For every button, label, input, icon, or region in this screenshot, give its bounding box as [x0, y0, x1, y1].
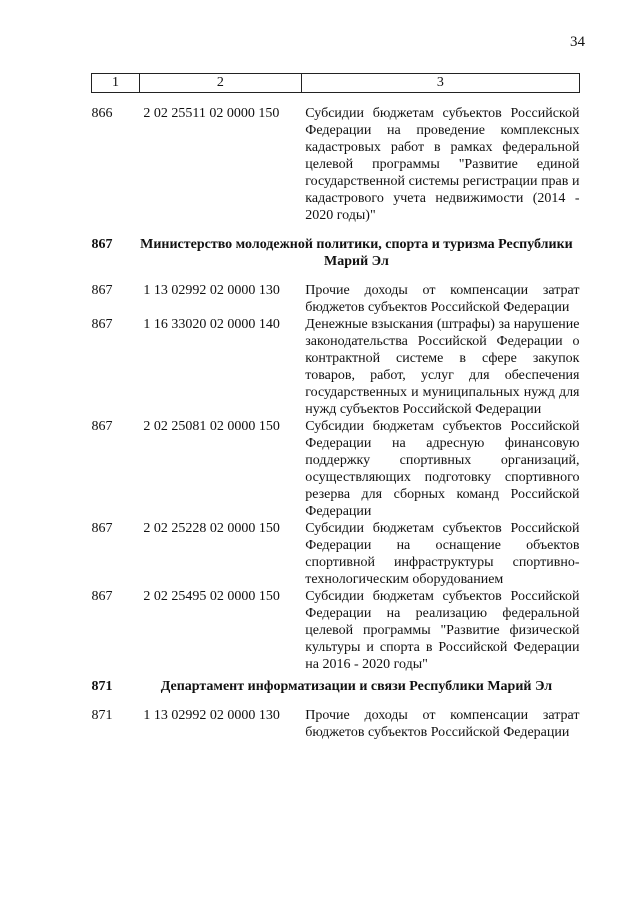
section-row [92, 224, 580, 270]
header-col-3: 3 [301, 74, 579, 93]
section-title: Департамент информатизации и связи Республики Марий Эл [160, 679, 553, 694]
table-row [92, 520, 580, 588]
admin-code: 867 [91, 589, 113, 604]
revenue-description: Субсидии бюджетам субъектов Российской Федерации на проведение комплексных кадастровых работ в рамках федеральной целевой программы "Развитие единой государственной системы регистрации прав и кадастрового учета недвижимости (2014 - 2020 годы)" [305, 106, 580, 223]
revenue-code: 1 13 02992 02 0000 130 [143, 708, 280, 723]
admin-code: 867 [91, 317, 113, 332]
table-row [92, 93, 580, 225]
revenue-code: 2 02 25081 02 0000 150 [143, 419, 280, 434]
table-header-row [92, 74, 580, 93]
section-title: Министерство молодежной политики, спорта и туризма Республики Марий Эл [140, 237, 573, 269]
admin-code: 866 [91, 106, 113, 121]
revenue-description: Субсидии бюджетам субъектов Российской Федерации на реализацию федеральной целевой программы "Развитие физической культуры и спорта в Российской Федерации на 2016 - 2020 годы" [305, 589, 580, 672]
revenue-description: Субсидии бюджетам субъектов Российской Федерации на оснащение объектов спортивной инфраструктуры спортивно-технологическим оборудованием [305, 521, 580, 587]
revenue-code: 1 13 02992 02 0000 130 [143, 283, 280, 298]
admin-code: 867 [91, 419, 113, 434]
budget-classification-table [91, 73, 580, 741]
admin-code: 867 [91, 237, 113, 252]
revenue-description: Денежные взыскания (штрафы) за нарушение законодательства Российской Федерации о контрактной системе в сфере закупок товаров, работ, услуг для обеспечения государственных и муниципальных нужд для нужд субъектов Российской Федерации [305, 317, 580, 417]
header-col-2: 2 [139, 74, 301, 93]
revenue-code: 2 02 25511 02 0000 150 [143, 106, 280, 121]
admin-code: 867 [91, 283, 113, 298]
table-row [92, 418, 580, 520]
revenue-code: 1 16 33020 02 0000 140 [143, 317, 280, 332]
page-number: 34 [570, 34, 585, 50]
admin-code: 871 [91, 679, 113, 694]
table-row [92, 588, 580, 673]
revenue-code: 2 02 25495 02 0000 150 [143, 589, 280, 604]
header-col-1: 1 [92, 74, 140, 93]
revenue-description: Субсидии бюджетам субъектов Российской Федерации на адресную финансовую поддержку спортивных организаций, осуществляющих подготовку спортивного резерва для сборных команд Российской Федерации [305, 419, 580, 519]
table-row [92, 316, 580, 418]
revenue-code: 2 02 25228 02 0000 150 [143, 521, 280, 536]
revenue-description: Прочие доходы от компенсации затрат бюджетов субъектов Российской Федерации [305, 283, 580, 315]
admin-code: 871 [91, 708, 113, 723]
table-row [92, 270, 580, 316]
admin-code: 867 [91, 521, 113, 536]
revenue-description: Прочие доходы от компенсации затрат бюджетов субъектов Российской Федерации [305, 708, 580, 740]
table-row [92, 695, 580, 741]
section-row [92, 673, 580, 695]
